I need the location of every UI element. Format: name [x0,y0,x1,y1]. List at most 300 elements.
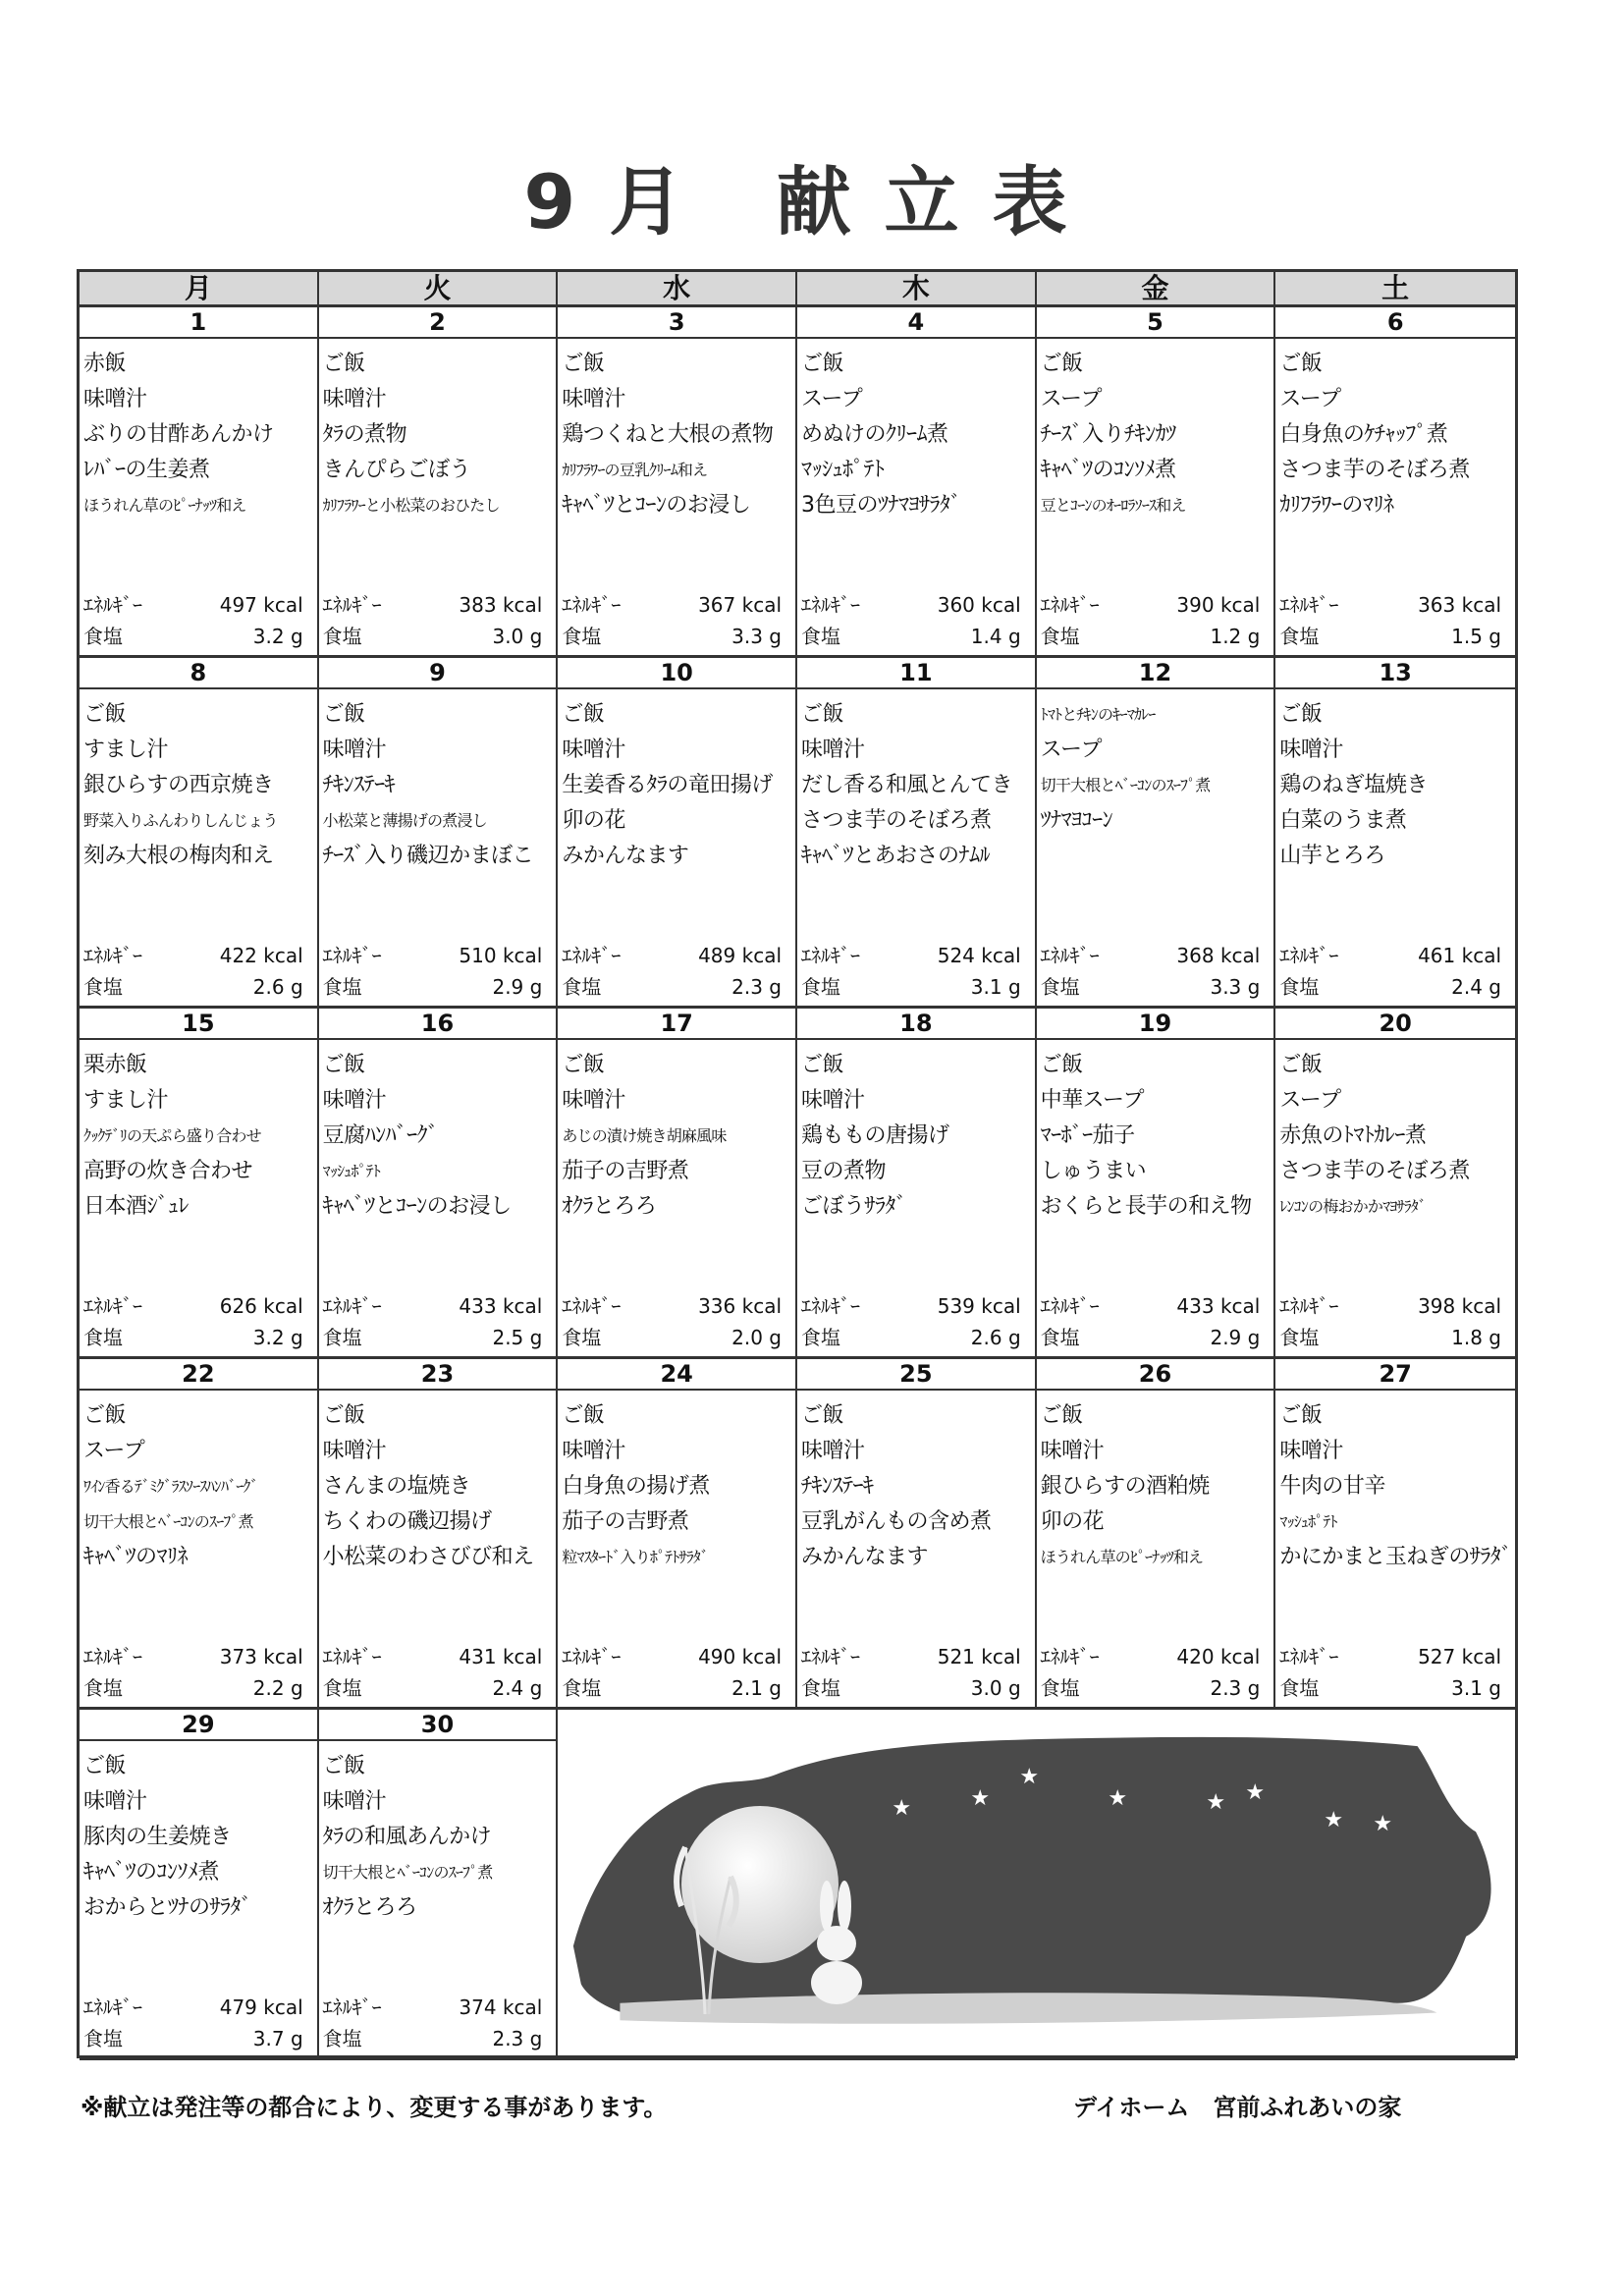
salt-label: 食塩 [83,625,123,648]
energy-row [83,943,303,968]
energy-label: ｴﾈﾙｷﾞｰ [562,944,622,967]
day-menu-cell [80,1391,319,1710]
dish-item: ﾂﾅﾏﾖｺｰﾝ [1040,808,1113,833]
dish-item: 切干大根とﾍﾞｰｺﾝのｽｰﾌﾟ煮 [83,1512,253,1531]
dish-item: ｷｬﾍﾞﾂのｺﾝｿﾒ煮 [1040,458,1176,482]
salt-row [562,1675,782,1701]
salt-value: 3.3 g [731,625,782,648]
salt-value: 3.2 g [252,1326,303,1349]
energy-row [1041,1293,1261,1319]
dish-item: ご飯 [322,702,365,727]
salt-value: 3.1 g [970,975,1021,999]
energy-value: 524 kcal [937,944,1021,967]
salt-value: 3.0 g [970,1676,1021,1700]
dish-item: 赤飯 [83,352,127,376]
day-menu-cell [797,1391,1037,1710]
date-number: 27 [1275,1359,1515,1391]
pampas-grass-icon [666,1828,744,2014]
star-icon: ★ [892,1796,912,1821]
footer-note: ※献立は発注等の都合により、変更する事があります。 [81,2094,668,2121]
energy-row [323,1644,543,1669]
dish-item: 栗赤飯 [83,1053,147,1077]
footer-organization: デイホーム 宮前ふれあいの家 [1073,2094,1402,2121]
dish-item: 刻み大根の梅肉和え [83,844,274,868]
dish-item: ご飯 [322,1403,365,1428]
energy-value: 490 kcal [698,1645,782,1668]
day-menu-cell [797,1040,1037,1359]
energy-label: ｴﾈﾙｷﾞｰ [1040,1645,1100,1668]
energy-label: ｴﾈﾙｷﾞｰ [83,593,142,617]
dish-item: ﾄﾏﾄとﾁｷﾝのｷｰﾏｶﾚｰ [1040,705,1156,724]
energy-row [1041,1644,1261,1669]
dish-item: ﾁｰｽﾞ入り磯辺かまぼこ [322,844,534,868]
dish-item: 牛肉の甘辛 [1279,1474,1385,1499]
energy-row [323,1293,543,1319]
dish-item: ｵｸﾗとろろ [322,1895,417,1920]
day-menu-cell [558,339,797,658]
energy-value: 420 kcal [1176,1645,1261,1668]
day-menu-cell [558,1391,797,1710]
dish-item: 切干大根とﾍﾞｰｺﾝのｽｰﾌﾟ煮 [1040,776,1211,794]
salt-row [323,1325,543,1350]
dish-item: ご飯 [1040,1053,1083,1077]
energy-row [1279,1293,1501,1319]
date-number: 16 [319,1009,559,1040]
energy-row [83,1644,303,1669]
dish-item: 味噌汁 [1279,1439,1343,1463]
salt-row [1279,624,1501,649]
dish-item: めぬけのｸﾘｰﾑ煮 [801,422,948,447]
date-number: 13 [1275,658,1515,689]
dish-item: 銀ひらすの酒粕焼 [1040,1474,1210,1499]
energy-row [1041,592,1261,618]
energy-row [1041,943,1261,968]
dish-item: ご飯 [1279,1053,1323,1077]
day-menu-cell [1275,1040,1515,1359]
dish-item: おくらと長芋の和え物 [1040,1194,1252,1219]
date-number: 1 [80,307,319,339]
date-number: 18 [797,1009,1037,1040]
salt-value: 2.5 g [492,1326,543,1349]
dish-item: ご飯 [801,1403,844,1428]
energy-label: ｴﾈﾙｷﾞｰ [1279,593,1339,617]
energy-value: 374 kcal [459,1995,543,2019]
dish-item: ご飯 [83,1754,127,1778]
energy-label: ｴﾈﾙｷﾞｰ [562,1294,622,1318]
dish-item: ｶﾘﾌﾗﾜｰと小松菜のおひたし [322,496,500,515]
dish-item: ご飯 [322,1754,365,1778]
dish-item: ほうれん草のﾋﾟｰﾅｯﾂ和え [1040,1548,1204,1566]
energy-value: 461 kcal [1418,944,1501,967]
energy-row [562,943,782,968]
salt-label: 食塩 [1279,975,1320,999]
dish-item: 味噌汁 [322,1088,387,1113]
page-title: 9月 献立表 [523,158,1101,246]
energy-label: ｴﾈﾙｷﾞｰ [801,1645,860,1668]
rabbit-icon [803,1877,872,2004]
salt-label: 食塩 [1040,1676,1080,1700]
day-menu-cell [319,1391,559,1710]
star-icon: ★ [1245,1780,1266,1805]
star-icon: ★ [1019,1765,1040,1789]
dish-item: 切干大根とﾍﾞｰｺﾝのｽｰﾌﾟ煮 [322,1863,493,1882]
salt-label: 食塩 [562,1326,602,1349]
dish-item: ごぼうｻﾗﾀﾞ [801,1194,907,1219]
dish-item: ご飯 [801,352,844,376]
salt-value: 3.7 g [252,2027,303,2050]
energy-label: ｴﾈﾙｷﾞｰ [83,944,142,967]
dish-item: さつま芋のそぼろ煮 [1279,458,1470,482]
dish-item: 味噌汁 [322,387,387,411]
salt-row [562,1325,782,1350]
dish-item: ﾁｰｽﾞ入りﾁｷﾝｶﾂ [1040,422,1176,447]
dish-item: 味噌汁 [801,1088,865,1113]
dish-item: 味噌汁 [1040,1439,1105,1463]
dish-item: ﾏｯｼｭﾎﾟﾃﾄ [1279,1512,1337,1531]
weekday-header: 金 [1037,272,1276,307]
salt-row [83,1325,303,1350]
salt-value: 1.5 g [1451,625,1501,648]
salt-label: 食塩 [1279,1326,1320,1349]
salt-value: 2.3 g [492,2027,543,2050]
dish-item: 味噌汁 [83,1789,147,1814]
dish-item: 白身魚の揚げ煮 [562,1474,710,1499]
dish-item: 赤魚のﾄﾏﾄｶﾚｰ煮 [1279,1123,1427,1148]
dish-item: 豆の煮物 [801,1159,887,1183]
dish-item: 茄子の吉野煮 [562,1159,689,1183]
salt-label: 食塩 [801,1676,840,1700]
dish-item: 鶏のねぎ塩焼き [1279,773,1428,797]
dish-item: ﾏｰﾎﾞｰ茄子 [1040,1123,1135,1148]
dish-item: ご飯 [562,352,605,376]
dish-item: スープ [1279,387,1341,411]
energy-value: 336 kcal [698,1294,782,1318]
day-menu-cell [1037,689,1276,1009]
energy-value: 398 kcal [1418,1294,1501,1318]
energy-label: ｴﾈﾙｷﾞｰ [1279,1645,1339,1668]
energy-row [801,592,1021,618]
day-menu-cell [319,339,559,658]
salt-value: 2.2 g [252,1676,303,1700]
dish-item: しゅうまい [1040,1159,1147,1183]
day-menu-cell [558,689,797,1009]
dish-item: スープ [801,387,863,411]
dish-item: 味噌汁 [83,387,147,411]
energy-value: 626 kcal [219,1294,303,1318]
salt-row [1041,974,1261,1000]
salt-row [801,1675,1021,1701]
energy-value: 360 kcal [937,593,1021,617]
dish-item: ちくわの磯辺揚げ [322,1509,492,1534]
dish-item: ご飯 [562,702,605,727]
date-number: 8 [80,658,319,689]
dish-item: 豆腐ﾊﾝﾊﾞｰｸﾞ [322,1123,439,1148]
date-number: 5 [1037,307,1276,339]
dish-item: ﾏｯｼｭﾎﾟﾃﾄ [322,1162,381,1180]
energy-value: 363 kcal [1418,593,1501,617]
date-number: 26 [1037,1359,1276,1391]
salt-label: 食塩 [1279,1676,1320,1700]
dish-item: ご飯 [1040,352,1083,376]
dish-item: きんぴらごぼう [322,458,471,482]
date-number: 24 [558,1359,797,1391]
dish-item: スープ [1040,738,1102,762]
energy-label: ｴﾈﾙｷﾞｰ [83,1294,142,1318]
salt-value: 2.6 g [970,1326,1021,1349]
salt-label: 食塩 [562,975,602,999]
date-number: 22 [80,1359,319,1391]
dish-item: ﾀﾗの煮物 [322,422,407,447]
dish-item: 3色豆のﾂﾅﾏﾖｻﾗﾀﾞ [801,493,961,518]
dish-item: ﾚﾝｺﾝの梅おかかﾏﾖｻﾗﾀﾞ [1279,1197,1427,1216]
date-number: 2 [319,307,559,339]
energy-row [801,943,1021,968]
dish-item: 鶏ももの唐揚げ [801,1123,949,1148]
dish-item: 卯の花 [1040,1509,1105,1534]
dish-item: 豆乳がんもの含め煮 [801,1509,992,1534]
salt-value: 1.4 g [970,625,1021,648]
energy-value: 479 kcal [219,1995,303,2019]
energy-value: 497 kcal [219,593,303,617]
dish-item: ｸｯｸﾃﾞﾘの天ぷら盛り合わせ [83,1126,261,1145]
dish-item: すまし汁 [83,1088,169,1113]
date-number: 15 [80,1009,319,1040]
dish-item: 白菜のうま煮 [1279,808,1407,833]
date-number: 3 [558,307,797,339]
salt-value: 3.3 g [1210,975,1261,999]
energy-label: ｴﾈﾙｷﾞｰ [1040,944,1100,967]
energy-label: ｴﾈﾙｷﾞｰ [83,1995,142,2019]
date-number: 6 [1275,307,1515,339]
dish-item: 中華スープ [1040,1088,1144,1113]
energy-label: ｴﾈﾙｷﾞｰ [801,593,860,617]
salt-label: 食塩 [322,1676,362,1700]
salt-row [1279,1325,1501,1350]
day-menu-cell [319,689,559,1009]
dish-item: だし香る和風とんてき [801,773,1013,797]
salt-row [323,2026,543,2051]
salt-row [83,974,303,1000]
energy-label: ｴﾈﾙｷﾞｰ [83,1645,142,1668]
salt-value: 2.9 g [1210,1326,1261,1349]
day-menu-cell [319,1040,559,1359]
dish-item: ご飯 [322,1053,365,1077]
energy-value: 433 kcal [1176,1294,1261,1318]
energy-value: 489 kcal [698,944,782,967]
dish-item: 銀ひらすの西京焼き [83,773,274,797]
day-menu-cell [80,339,319,658]
salt-row [1041,1325,1261,1350]
energy-row [83,592,303,618]
dish-item: ご飯 [1279,702,1323,727]
dish-item: ｷｬﾍﾞﾂとｺｰﾝのお浸し [322,1194,512,1219]
day-menu-cell [1037,1040,1276,1359]
day-menu-cell [797,689,1037,1009]
dish-item: ご飯 [801,702,844,727]
salt-label: 食塩 [801,1326,840,1349]
salt-value: 1.8 g [1451,1326,1501,1349]
energy-value: 510 kcal [459,944,543,967]
energy-label: ｴﾈﾙｷﾞｰ [801,944,860,967]
day-menu-cell [319,1741,559,2060]
day-menu-cell [1275,339,1515,658]
dish-item: 味噌汁 [322,1789,387,1814]
dish-item: さつま芋のそぼろ煮 [801,808,992,833]
energy-label: ｴﾈﾙｷﾞｰ [322,1294,382,1318]
salt-row [1279,1675,1501,1701]
moon-night-illustration [558,1710,1515,2060]
dish-item: ご飯 [322,352,365,376]
date-number: 9 [319,658,559,689]
salt-label: 食塩 [83,1676,123,1700]
star-icon: ★ [1206,1790,1226,1815]
energy-row [83,1995,303,2020]
menu-calendar [77,269,1518,2058]
dish-item: ご飯 [1279,352,1323,376]
energy-row [801,1293,1021,1319]
date-number: 10 [558,658,797,689]
salt-row [323,974,543,1000]
energy-value: 368 kcal [1176,944,1261,967]
salt-row [801,624,1021,649]
energy-label: ｴﾈﾙｷﾞｰ [322,944,382,967]
dish-item: すまし汁 [83,738,169,762]
energy-label: ｴﾈﾙｷﾞｰ [1279,1294,1339,1318]
dish-item: ご飯 [562,1403,605,1428]
date-number: 12 [1037,658,1276,689]
dish-item: 味噌汁 [801,1439,865,1463]
salt-label: 食塩 [562,1676,602,1700]
dish-item: ｷｬﾍﾞﾂのﾏﾘﾈ [83,1545,189,1569]
salt-label: 食塩 [1040,1326,1080,1349]
energy-row [562,1644,782,1669]
day-menu-cell [558,1040,797,1359]
energy-value: 433 kcal [459,1294,543,1318]
salt-row [323,624,543,649]
salt-row [83,2026,303,2051]
day-menu-cell [1037,339,1276,658]
dish-item: 山芋とろろ [1279,844,1385,868]
weekday-header: 水 [558,272,797,307]
energy-value: 390 kcal [1176,593,1261,617]
dish-item: さつま芋のそぼろ煮 [1279,1159,1470,1183]
energy-row [1279,592,1501,618]
salt-row [562,624,782,649]
dish-item: 味噌汁 [562,1088,625,1113]
salt-label: 食塩 [322,975,362,999]
weekday-header: 木 [797,272,1037,307]
dish-item: 日本酒ｼﾞｭﾚ [83,1194,189,1219]
dish-item: 味噌汁 [1279,738,1343,762]
energy-label: ｴﾈﾙｷﾞｰ [562,1645,622,1668]
day-menu-cell [80,689,319,1009]
salt-label: 食塩 [801,975,840,999]
salt-label: 食塩 [322,625,362,648]
day-menu-cell [80,1741,319,2060]
salt-value: 2.6 g [252,975,303,999]
dish-item: ﾀﾗの和風あんかけ [322,1825,492,1849]
salt-label: 食塩 [83,975,123,999]
salt-label: 食塩 [83,2027,123,2050]
dish-item: ﾏｯｼｭﾎﾟﾃﾄ [801,458,885,482]
day-menu-cell [797,339,1037,658]
salt-label: 食塩 [322,2027,362,2050]
dish-item: 味噌汁 [322,1439,387,1463]
energy-row [1279,1644,1501,1669]
salt-label: 食塩 [801,625,840,648]
dish-item: ﾜｲﾝ香るﾃﾞﾐｸﾞﾗｽｿｰｽﾊﾝﾊﾞｰｸﾞ [83,1477,258,1496]
day-menu-cell [1275,1391,1515,1710]
energy-value: 373 kcal [219,1645,303,1668]
energy-value: 527 kcal [1418,1645,1501,1668]
energy-label: ｴﾈﾙｷﾞｰ [1279,944,1339,967]
date-number: 30 [319,1710,559,1741]
day-menu-cell [1275,689,1515,1009]
dish-item: 卯の花 [562,808,625,833]
salt-row [801,1325,1021,1350]
date-number: 4 [797,307,1037,339]
salt-value: 1.2 g [1210,625,1261,648]
salt-row [1041,1675,1261,1701]
dish-item: 味噌汁 [801,738,865,762]
dish-item: あじの漬け焼き胡麻風味 [562,1126,727,1145]
salt-row [323,1675,543,1701]
energy-row [323,592,543,618]
dish-item: ぶりの甘酢あんかけ [83,422,274,447]
energy-row [323,1995,543,2020]
dish-item: みかんなます [562,844,689,868]
dish-item: 小松菜のわさびび和え [322,1545,534,1569]
energy-value: 383 kcal [459,593,543,617]
energy-label: ｴﾈﾙｷﾞｰ [322,593,382,617]
dish-item: ｷｬﾍﾞﾂとｺｰﾝのお浸し [562,493,751,518]
salt-value: 2.3 g [1210,1676,1261,1700]
energy-value: 367 kcal [698,593,782,617]
dish-item: ｷｬﾍﾞﾂのｺﾝｿﾒ煮 [83,1860,220,1885]
weekday-header: 火 [319,272,559,307]
dish-item: 鶏つくねと大根の煮物 [562,422,774,447]
dish-item: 生姜香るﾀﾗの竜田揚げ [562,773,773,797]
salt-value: 2.4 g [1451,975,1501,999]
dish-item: 野菜入りふんわりしんじょう [83,811,278,830]
dish-item: ﾁｷﾝｽﾃｰｷ [322,773,396,797]
salt-row [83,1675,303,1701]
dish-item: 味噌汁 [562,387,625,411]
salt-row [1041,624,1261,649]
energy-value: 422 kcal [219,944,303,967]
dish-item: ご飯 [83,1403,127,1428]
dish-item: さんまの塩焼き [322,1474,471,1499]
star-icon: ★ [1108,1786,1128,1811]
salt-label: 食塩 [1040,975,1080,999]
dish-item: ご飯 [1040,1403,1083,1428]
dish-item: ｷｬﾍﾞﾂとあおさのﾅﾑﾙ [801,844,991,868]
energy-label: ｴﾈﾙｷﾞｰ [1040,1294,1100,1318]
dish-item: スープ [83,1439,145,1463]
day-menu-cell [80,1040,319,1359]
dish-item: ﾁｷﾝｽﾃｰｷ [801,1474,874,1499]
dish-item: ご飯 [83,702,127,727]
star-icon: ★ [1373,1812,1393,1836]
energy-label: ｴﾈﾙｷﾞｰ [322,1995,382,2019]
salt-value: 2.4 g [492,1676,543,1700]
date-number: 17 [558,1009,797,1040]
salt-value: 3.1 g [1451,1676,1501,1700]
dish-item: みかんなます [801,1545,929,1569]
weekday-header: 月 [80,272,319,307]
star-icon: ★ [1324,1808,1344,1832]
energy-row [323,943,543,968]
